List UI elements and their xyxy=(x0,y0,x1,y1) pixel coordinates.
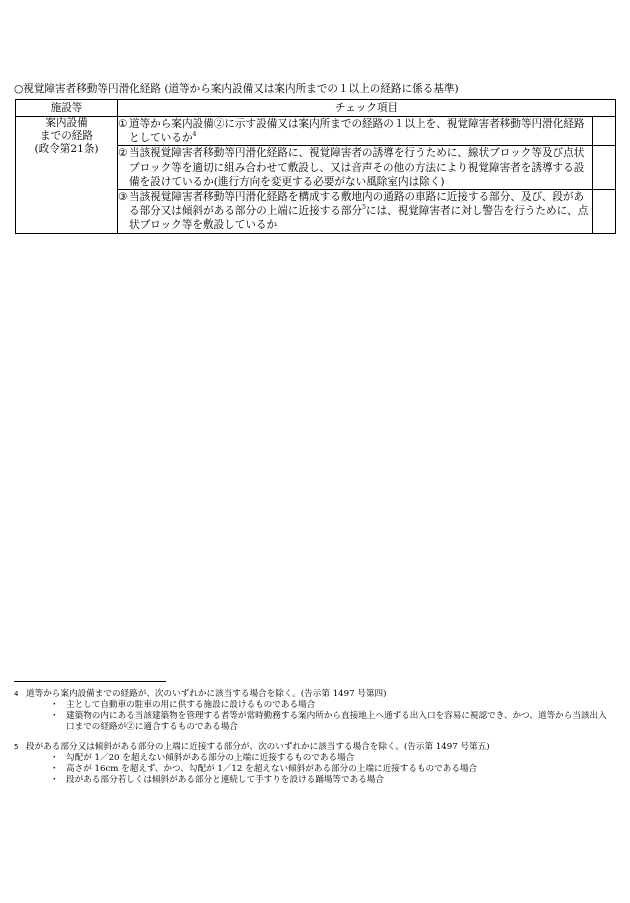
footnote-ref: 4 xyxy=(192,131,197,139)
item-text: 道等から案内設備②に示す設備又は案内所までの経路の１以上を、視覚障害者移動等円滑化経路としているか xyxy=(129,118,585,145)
facility-line: 案内設備 xyxy=(45,117,88,129)
footnote-separator xyxy=(14,681,166,682)
item-text: 当該視覚障害者移動等円滑化経路に、視覚障害者の誘導を行うために、線状ブロック等及び点状ブロック等を適切に組み合わせて敷設し、又は音声その他の方法により視覚障害者を誘導する設備を設けているか(進行方向を変更する必要がない風除室内は除く) xyxy=(129,147,585,188)
bullet-icon: ・ xyxy=(50,764,59,774)
table-row xyxy=(16,117,616,146)
check-item-3 xyxy=(118,190,593,234)
facility-line: (政令第21条) xyxy=(34,143,99,155)
item-number: ① xyxy=(118,118,128,130)
item-text: 当該視覚障害者移動等円滑化経路を構成する敷地内の通路の車路に近接する部分、及び、段がある部分又は傾斜がある部分の上端に近接する部分 xyxy=(129,191,585,218)
check-box[interactable] xyxy=(593,117,616,146)
check-box[interactable] xyxy=(593,190,616,234)
list-item: ・ 建築物の内にある当該建築物を管理する者等が常時勤務する案内所から直接地上へ通ずる出入口を容易に視認でき、かつ、道等から当該出入口までの経路が②に適合するものである場合 xyxy=(50,711,607,732)
footnote-ref: 5 xyxy=(362,204,366,212)
list-item: ・ 主として自動車の駐車の用に供する施設に設けるものである場合 xyxy=(50,700,316,710)
item-number: ③ xyxy=(118,191,128,204)
footnote-4 xyxy=(14,689,614,733)
list-item: ・ 段がある部分若しくは傾斜がある部分と連続して手すりを設ける踊場等である場合 xyxy=(50,775,384,785)
list-item: ・ 高さが 16cm を超えず、かつ、勾配が 1／12 を超えない傾斜がある部分の上端に近接するものである場合 xyxy=(50,764,478,774)
bullet-icon: ・ xyxy=(50,775,59,785)
check-item-1 xyxy=(118,117,593,146)
footnote-text: 道等から案内設備までの経路が、次のいずれかに該当する場合を除く。(告示第 1497 号第四) xyxy=(26,689,387,699)
check-item-2 xyxy=(118,146,593,190)
facility-line: までの経路 xyxy=(40,130,93,142)
checklist-table xyxy=(15,99,616,234)
facility-cell xyxy=(16,117,118,234)
item-number: ② xyxy=(118,147,128,160)
check-box[interactable] xyxy=(593,146,616,190)
section-title: ○視覚障害者移動等円滑化経路 (道等から案内設備又は案内所までの１以上の経路に係る基準) xyxy=(14,83,459,95)
item-text: には、視覚障害者に対し警告を行うために、点状ブロック等を敷設しているか xyxy=(129,205,589,232)
footnote-5 xyxy=(14,742,614,786)
footnote-text: 段がある部分又は傾斜がある部分の上端に近接する部分が、次のいずれかに該当する場合を除く。(告示第 1497 号第五) xyxy=(26,742,490,752)
list-item: ・ 勾配が 1／20 を超えない傾斜がある部分の上端に近接するものである場合 xyxy=(50,753,355,763)
header-facility: 施設等 xyxy=(16,100,118,117)
table-header-row xyxy=(16,100,616,117)
footnote-mark: 5 xyxy=(14,743,19,751)
bullet-icon: ・ xyxy=(50,753,59,763)
bullet-icon: ・ xyxy=(50,700,59,710)
footnote-mark: 4 xyxy=(14,690,19,698)
bullet-icon: ・ xyxy=(50,711,59,721)
header-check-items: チェック項目 xyxy=(118,100,616,117)
